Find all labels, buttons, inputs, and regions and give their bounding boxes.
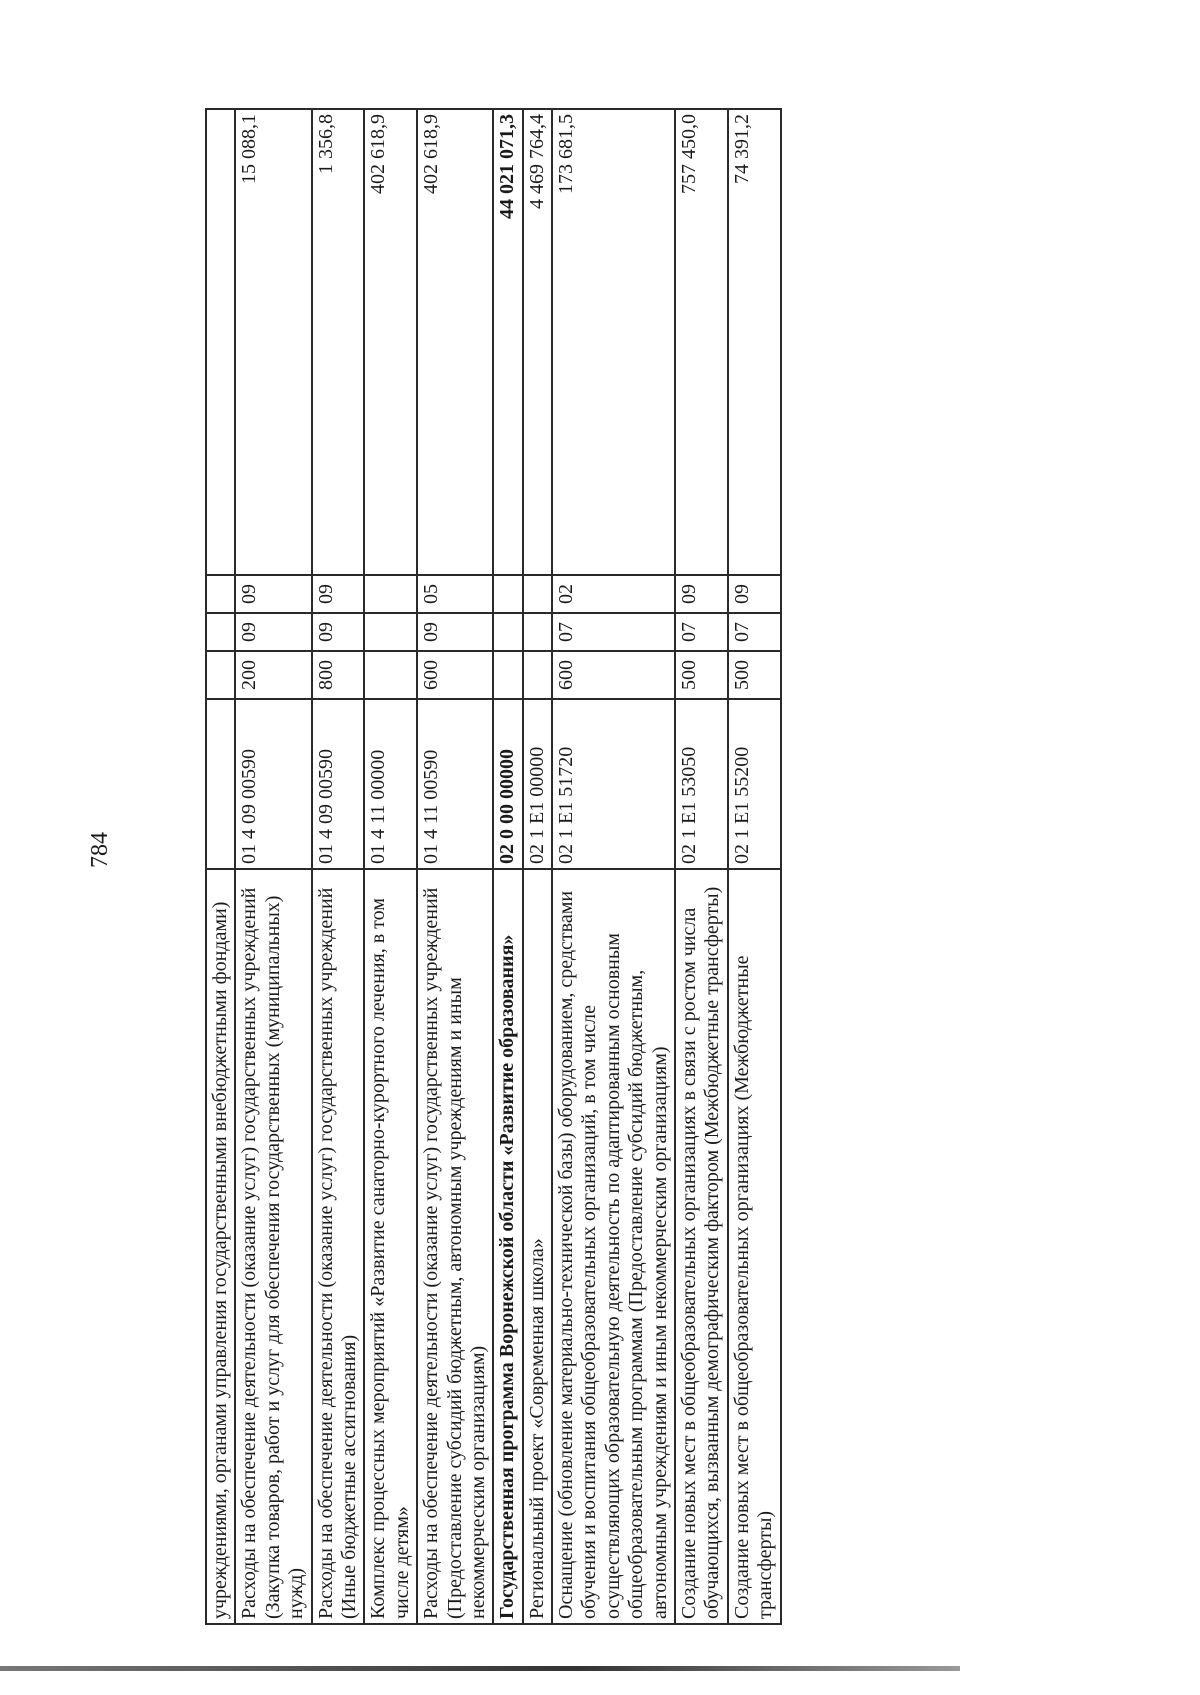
sum-cell: 173 681,5	[552, 109, 675, 575]
subsection-cell: 02	[552, 575, 675, 613]
expense-type-cell	[364, 651, 417, 699]
subsection-cell: 09	[728, 575, 781, 613]
expense-type-cell: 800	[312, 651, 365, 699]
row-name-cell: Расходы на обеспечение деятельности (оказание услуг) государственных учреждений (Иные бюджетные ассигнования)	[312, 869, 365, 1624]
sum-cell: 1 356,8	[312, 109, 365, 575]
rotated-table-container	[205, 110, 1060, 1625]
subsection-cell: 09	[675, 575, 728, 613]
budget-table	[205, 108, 782, 1625]
row-name-cell: Оснащение (обновление материально-технической базы) оборудованием, средствами обучения и воспитания общеобразовательных организаций, в том числе осуществляющих образовательную деятельность по адаптированным основным общеобразовательным программам (Предоставление субсидий бюджетным, автономным учреждениям и иным некоммерческим организациям)	[552, 869, 675, 1624]
target-article-cell: 01 4 11 00590	[417, 699, 493, 869]
target-article-cell: 02 1 E1 51720	[552, 699, 675, 869]
table-row	[312, 109, 365, 1624]
expense-type-cell: 200	[235, 651, 311, 699]
expense-type-cell: 500	[675, 651, 728, 699]
table-row	[728, 109, 781, 1624]
sum-cell: 44 021 071,3	[493, 109, 522, 575]
page-bottom-rule	[0, 1666, 960, 1671]
section-cell	[364, 613, 417, 651]
subsection-cell	[493, 575, 522, 613]
sum-cell: 402 618,9	[364, 109, 417, 575]
subsection-cell: 09	[312, 575, 365, 613]
target-article-cell: 02 1 E1 53050	[675, 699, 728, 869]
table-row	[523, 109, 552, 1624]
sum-cell: 757 450,0	[675, 109, 728, 575]
subsection-cell	[206, 575, 235, 613]
row-name-cell: Создание новых мест в общеобразовательных организациях (Межбюджетные трансферты)	[728, 869, 781, 1624]
table-row	[206, 109, 235, 1624]
row-name-cell: Расходы на обеспечение деятельности (оказание услуг) государственных учреждений (Закупка товаров, работ и услуг для обеспечения государственных (муниципальных) нужд)	[235, 869, 311, 1624]
target-article-cell: 01 4 09 00590	[235, 699, 311, 869]
sum-cell: 402 618,9	[417, 109, 493, 575]
table-row	[552, 109, 675, 1624]
expense-type-cell	[523, 651, 552, 699]
sum-cell: 15 088,1	[235, 109, 311, 575]
subsection-cell	[523, 575, 552, 613]
section-cell: 07	[552, 613, 675, 651]
table-row	[235, 109, 311, 1624]
expense-type-cell: 600	[417, 651, 493, 699]
section-cell	[523, 613, 552, 651]
subsection-cell	[364, 575, 417, 613]
target-article-cell: 02 1 E1 00000	[523, 699, 552, 869]
table-row-program	[493, 109, 522, 1624]
table-row	[364, 109, 417, 1624]
section-cell: 09	[235, 613, 311, 651]
row-name-cell: учреждениями, органами управления государственными внебюджетными фондами)	[206, 869, 235, 1624]
subsection-cell: 05	[417, 575, 493, 613]
table-row	[675, 109, 728, 1624]
expense-type-cell	[493, 651, 522, 699]
target-article-cell: 01 4 09 00590	[312, 699, 365, 869]
table-row	[417, 109, 493, 1624]
target-article-cell: 01 4 11 00000	[364, 699, 417, 869]
section-cell: 07	[675, 613, 728, 651]
section-cell	[493, 613, 522, 651]
expense-type-cell	[206, 651, 235, 699]
section-cell: 07	[728, 613, 781, 651]
page-number: 784	[87, 832, 113, 868]
section-cell: 09	[417, 613, 493, 651]
target-article-cell	[206, 699, 235, 869]
row-name-cell: Создание новых мест в общеобразовательных организациях в связи с ростом числа обучающихся, вызванным демографическим фактором (Межбюджетные трансферты)	[675, 869, 728, 1624]
section-cell: 09	[312, 613, 365, 651]
expense-type-cell: 500	[728, 651, 781, 699]
section-cell	[206, 613, 235, 651]
target-article-cell: 02 0 00 00000	[493, 699, 522, 869]
row-name-cell: Государственная программа Воронежской области «Развитие образования»	[493, 869, 522, 1624]
subsection-cell: 09	[235, 575, 311, 613]
sum-cell: 4 469 764,4	[523, 109, 552, 575]
row-name-cell: Региональный проект «Современная школа»	[523, 869, 552, 1624]
expense-type-cell: 600	[552, 651, 675, 699]
sum-cell: 74 391,2	[728, 109, 781, 575]
sum-cell	[206, 109, 235, 575]
row-name-cell: Комплекс процессных мероприятий «Развитие санаторно-курортного лечения, в том числе детям»	[364, 869, 417, 1624]
row-name-cell: Расходы на обеспечение деятельности (оказание услуг) государственных учреждений (Предоставление субсидий бюджетным, автономным учреждениям и иным некоммерческим организациям)	[417, 869, 493, 1624]
target-article-cell: 02 1 E1 55200	[728, 699, 781, 869]
